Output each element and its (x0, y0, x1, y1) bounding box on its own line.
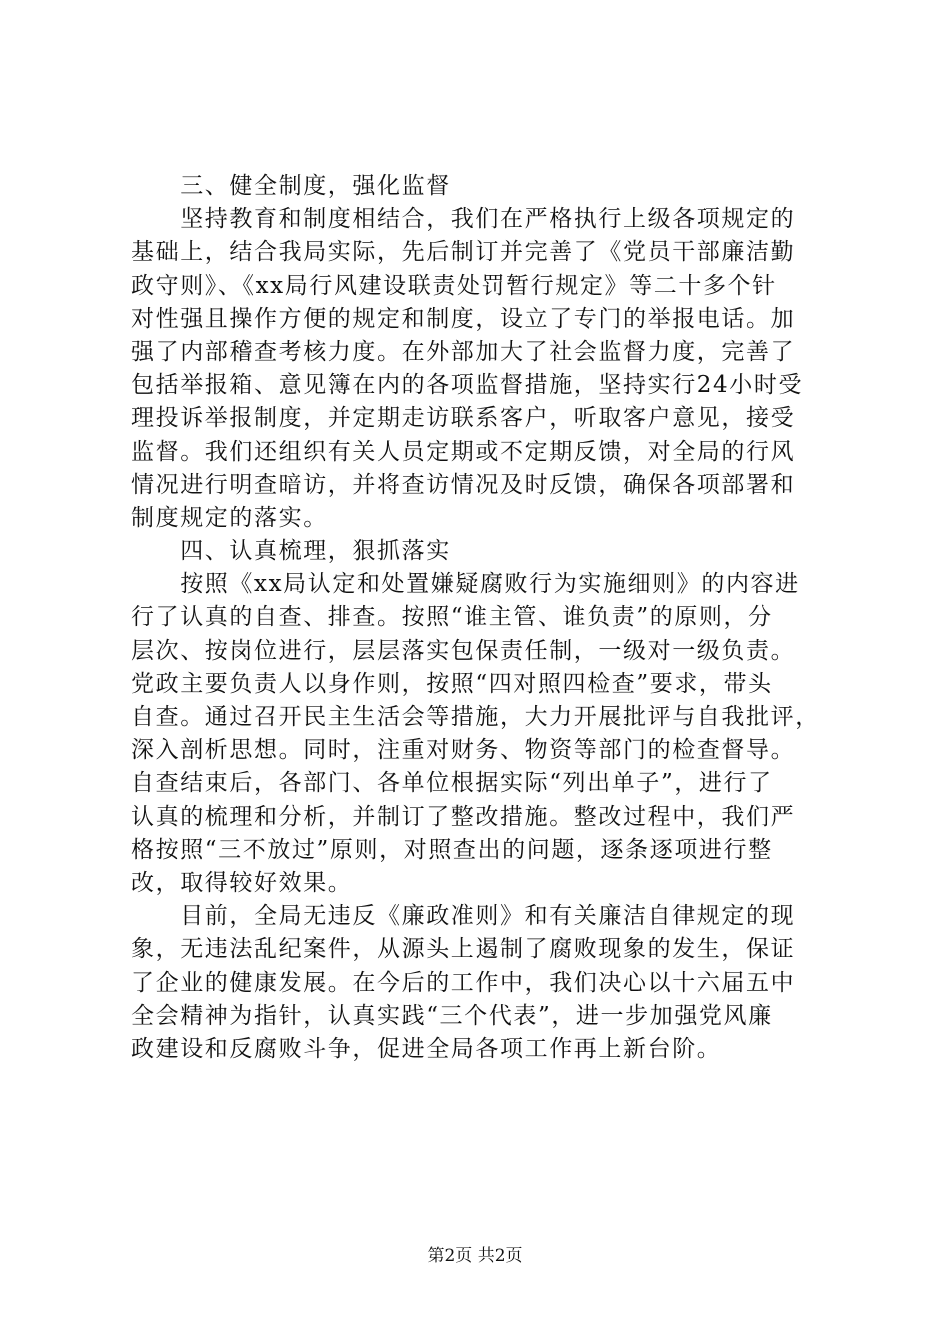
document-body (131, 170, 843, 1066)
text-line: 三、健全制度，强化监督 (131, 173, 451, 199)
text-line: 目前，全局无违反《廉政准则》和有关廉洁自律规定的现 (131, 903, 796, 930)
text-line: 情况进行明查暗访，并将查访情况及时反馈，确保各项部署和 (131, 471, 796, 498)
text-line: 了企业的健康发展。在今后的工作中，我们决心以十六届五中 (131, 969, 796, 996)
text-line: 监督。我们还组织有关人员定期或不定期反馈，对全局的行风 (131, 438, 796, 465)
text-line: 认真的梳理和分析，并制订了整改措施。整改过程中，我们严 (131, 803, 796, 830)
text-line: 层次、按岗位进行，层层落实包保责任制，一级对一级负责。 (131, 637, 796, 664)
text-line: 深入剖析思想。同时，注重对财务、物资等部门的检查督导。 (131, 737, 796, 764)
text-line: 行了认真的自查、排查。按照“谁主管、谁负责”的原则，分 (131, 604, 773, 631)
text-line: 按照《xx局认定和处置嫌疑腐败行为实施细则》的内容进 (131, 571, 800, 598)
text-line: 理投诉举报制度，并定期走访联系客户，听取客户意见，接受 (131, 405, 796, 432)
text-line: 政建设和反腐败斗争，促进全局各项工作再上新台阶。 (131, 1035, 722, 1062)
text-line: 自查。通过召开民主生活会等措施，大力开展批评与自我批评， (131, 704, 820, 730)
page-number: 第2页 共2页 (427, 1246, 523, 1266)
text-line: 象，无违法乱纪案件，从源头上遏制了腐败现象的发生，保证 (131, 936, 796, 963)
text-line: 全会精神为指针，认真实践“三个代表”，进一步加强党风廉 (131, 1002, 773, 1029)
section-heading: 四、认真梳理，狠抓落实 (131, 538, 451, 565)
text-line: 制度规定的落实。 (131, 504, 328, 531)
text-line: 党政主要负责人以身作则，按照“四对照四检查”要求，带头 (131, 670, 773, 697)
text-line: 自查结束后，各部门、各单位根据实际“列出单子”，进行了 (131, 770, 773, 797)
text-line: 强了内部稽查考核力度。在外部加大了社会监督力度，完善了 (131, 338, 796, 365)
text-line: 基础上，结合我局实际，先后制订并完善了《党员干部廉洁勤 (131, 239, 796, 266)
text-line: 格按照“三不放过”原则，对照查出的问题，逐条逐项进行整 (131, 836, 773, 863)
text-line: 坚持教育和制度相结合，我们在严格执行上级各项规定的 (131, 206, 796, 233)
page-footer (0, 1244, 950, 1268)
text-line: 对性强且操作方便的规定和制度，设立了专门的举报电话。加 (131, 305, 796, 332)
text-line: 改，取得较好效果。 (131, 869, 353, 896)
text-line: 政守则》、《xx局行风建设联责处罚暂行规定》等二十多个针 (131, 272, 777, 299)
text-line: 包括举报箱、意见簿在内的各项监督措施，坚持实行24小时受 (131, 372, 804, 399)
